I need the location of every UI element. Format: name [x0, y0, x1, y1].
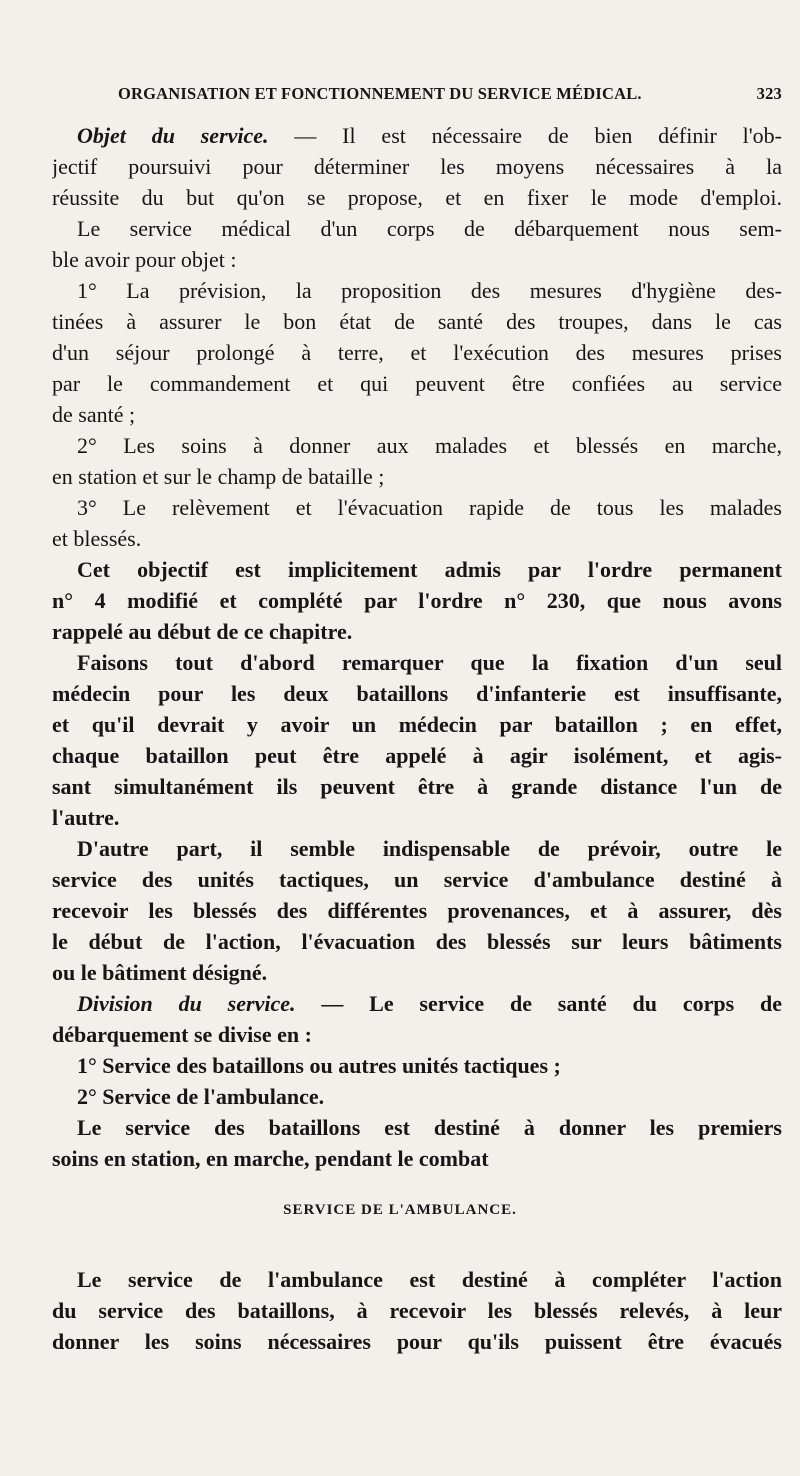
text-line: 1° La prévision, la proposition des mesures d'hygiène des-	[77, 278, 782, 303]
text-line: médecin pour les deux bataillons d'infanterie est insuffisante,	[52, 681, 782, 706]
text-line: ble avoir pour objet :	[52, 247, 237, 272]
body-text	[52, 120, 782, 1174]
text-line: par le commandement et qui peuvent être confiées au service	[52, 371, 782, 396]
text-line: Cet objectif est implicitement admis par l'ordre permanent	[77, 557, 782, 582]
text-line: Faisons tout d'abord remarquer que la fixation d'un seul	[77, 650, 782, 675]
page-number: 323	[756, 84, 782, 103]
running-title: ORGANISATION ET FONCTIONNEMENT DU SERVICE MÉDICAL.	[118, 84, 642, 103]
text-line: jectif poursuivi pour déterminer les moyens nécessaires à la	[52, 154, 782, 179]
text-line: recevoir les blessés des différentes provenances, et à assurer, dès	[52, 898, 782, 923]
text-line: D'autre part, il semble indispensable de prévoir, outre le	[77, 836, 782, 861]
paragraph-heading: Objet du service.	[77, 123, 269, 148]
text-line: le début de l'action, l'évacuation des blessés sur leurs bâtiments	[52, 929, 782, 954]
text-line: tinées à assurer le bon état de santé des troupes, dans le cas	[52, 309, 782, 334]
text-line: n° 4 modifié et complété par l'ordre n° 230, que nous avons	[52, 588, 782, 613]
text-line: en station et sur le champ de bataille ;	[52, 464, 385, 489]
text-line: ou le bâtiment désigné.	[52, 960, 268, 985]
text-line: réussite du but qu'on se propose, et en fixer le mode d'emploi.	[52, 185, 782, 210]
text-line: Le service de l'ambulance est destiné à compléter l'action	[77, 1267, 782, 1292]
text-line: et blessés.	[52, 526, 142, 551]
text-line: et qu'il devrait y avoir un médecin par bataillon ; en effet,	[52, 712, 782, 737]
text-line: Le service des bataillons est destiné à donner les premiers	[77, 1115, 782, 1140]
text-line: de santé ;	[52, 402, 136, 427]
paragraph-heading: Division du service.	[77, 991, 296, 1016]
text-line: d'un séjour prolongé à terre, et l'exécution des mesures prises	[52, 340, 782, 365]
text-line: rappelé au début de ce chapitre.	[52, 619, 353, 644]
text-line: 2° Service de l'ambulance.	[77, 1084, 325, 1109]
text-line: 1° Service des bataillons ou autres unités tactiques ;	[77, 1053, 561, 1078]
section-title: SERVICE DE L'AMBULANCE.	[283, 1202, 517, 1218]
text-line: 3° Le relèvement et l'évacuation rapide de tous les malades	[77, 495, 782, 520]
text-line: l'autre.	[52, 805, 120, 830]
text-line: donner les soins nécessaires pour qu'ils puissent être évacués	[52, 1329, 782, 1354]
text-line: Objet du service. — Il est nécessaire de bien définir l'ob-	[77, 123, 782, 148]
text-line: sant simultanément ils peuvent être à grande distance l'un de	[52, 774, 782, 799]
text-line: Division du service. — Le service de santé du corps de	[77, 991, 782, 1016]
body-text-continued	[52, 1264, 782, 1357]
text-line: service des unités tactiques, un service d'ambulance destiné à	[52, 867, 782, 892]
text-line: 2° Les soins à donner aux malades et blessés en marche,	[77, 433, 782, 458]
text-line: Le service médical d'un corps de débarquement nous sem-	[77, 216, 782, 241]
text-line: débarquement se divise en :	[52, 1022, 312, 1047]
text-line: soins en station, en marche, pendant le combat	[52, 1146, 489, 1171]
text-line: du service des bataillons, à recevoir les blessés relevés, à leur	[52, 1298, 782, 1323]
text-line: chaque bataillon peut être appelé à agir isolément, et agis-	[52, 743, 782, 768]
